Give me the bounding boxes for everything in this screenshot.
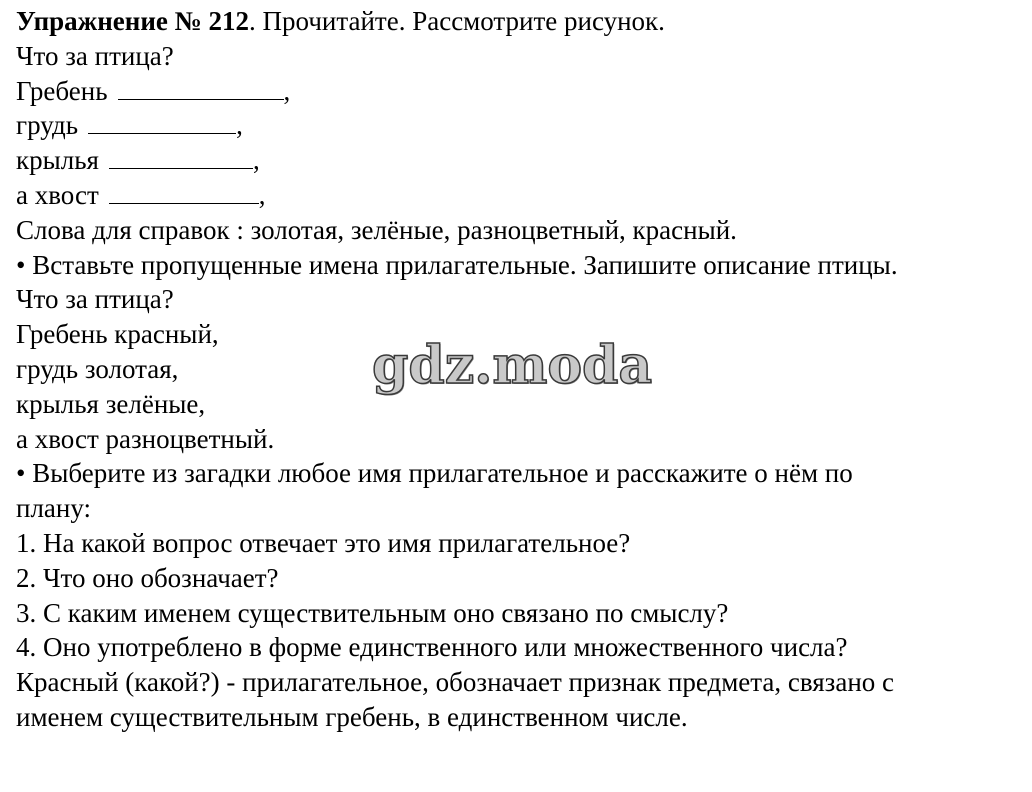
riddle-line	[16, 108, 1026, 143]
answer-blank	[88, 113, 236, 134]
riddle-line	[16, 143, 1026, 178]
plan-item: 2. Что оно обозначает?	[16, 562, 279, 593]
task-choose-adjective: • Выберите из загадки любое имя прилагательное и расскажите о нём по	[16, 458, 853, 489]
plan-item: 3. С каким именем существительным оно связано по смыслу?	[16, 597, 729, 628]
final-answer: Красный (какой?) - прилагательное, обозначает признак предмета, связано с	[16, 667, 895, 698]
exercise-heading	[16, 4, 1026, 39]
answer-blank	[118, 79, 284, 100]
riddle-punct: ,	[236, 110, 243, 141]
riddle-line	[16, 178, 1026, 213]
plan-item: 1. На какой вопрос отвечает это имя прилагательное?	[16, 527, 631, 558]
riddle-punct: ,	[258, 179, 266, 210]
answer-line: грудь золотая,	[16, 353, 179, 384]
answer-blank	[109, 148, 253, 169]
riddle-line	[16, 74, 1026, 109]
hint-words: Слова для справок : золотая, зелёные, разноцветный, красный.	[16, 214, 737, 245]
task-choose-adjective-cont: плану:	[16, 493, 92, 524]
task-insert-adjectives: • Вставьте пропущенные имена прилагательные. Запишите описание птицы.	[16, 249, 898, 280]
riddle-word: крылья	[16, 145, 99, 176]
answer-line: крылья зелёные,	[16, 388, 206, 419]
riddle-word: Гребень	[16, 75, 108, 106]
answer-question: Что за птица?	[16, 284, 174, 315]
riddle-word: грудь	[16, 110, 79, 141]
riddle-question: Что за птица?	[16, 40, 174, 71]
answer-line: а хвост разноцветный.	[16, 423, 275, 454]
watermark: gdz.moda	[372, 335, 653, 396]
riddle-word: а хвост	[16, 179, 99, 210]
exercise-number: Упражнение № 212	[16, 6, 250, 36]
plan-item: 4. Оно употреблено в форме единственного или множественного числа?	[16, 632, 848, 663]
final-answer-cont: именем существительным гребень, в единственном числе.	[16, 701, 688, 732]
riddle-punct: ,	[252, 145, 260, 176]
riddle-punct: ,	[283, 75, 291, 106]
answer-line: Гребень красный,	[16, 319, 219, 350]
exercise-instruction: . Прочитайте. Рассмотрите рисунок.	[249, 6, 665, 36]
answer-blank	[109, 183, 259, 204]
